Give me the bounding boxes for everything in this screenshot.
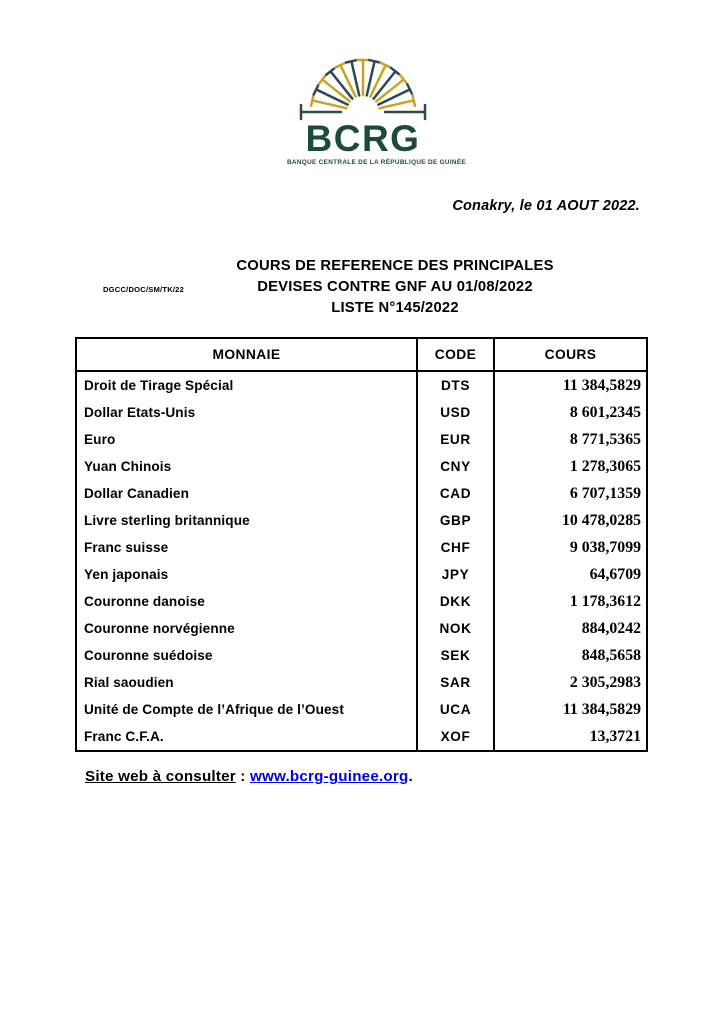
table-row: [76, 371, 647, 399]
table-row: [76, 588, 647, 615]
table-row: [76, 507, 647, 534]
column-header-cours: COURS: [494, 338, 647, 371]
table-cell-cours: 884,0242: [581, 619, 641, 637]
table-cell-code: CAD: [417, 480, 494, 507]
table-cell-cours: 8 771,5365: [569, 430, 641, 448]
table-row: [76, 615, 647, 642]
table-cell-code: SAR: [417, 669, 494, 696]
table-cell-cours: 11 384,5829: [562, 700, 641, 718]
title-line-2: DEVISES CONTRE GNF AU 01/08/2022: [257, 279, 533, 295]
table-row: [76, 561, 647, 588]
table-cell-cours: 10 478,0285: [562, 511, 641, 529]
table-cell-cours: 848,5658: [581, 646, 641, 664]
table-cell-monnaie: Euro: [84, 432, 116, 447]
logo-tagline: BANQUE CENTRALE DE LA RÉPUBLIQUE DE GUINÉE: [287, 159, 467, 166]
table-cell-cours: 9 038,7099: [569, 538, 641, 556]
table-cell-code: CNY: [417, 453, 494, 480]
table-cell-code: DTS: [417, 371, 494, 399]
table-cell-code: JPY: [417, 561, 494, 588]
column-header-code: CODE: [417, 338, 494, 371]
table-row: [76, 480, 647, 507]
table-row: [76, 426, 647, 453]
table-row: [76, 642, 647, 669]
table-cell-monnaie: Unité de Compte de l’Afrique de l’Ouest: [84, 702, 344, 717]
table-row: [76, 453, 647, 480]
table-cell-monnaie: Livre sterling britannique: [84, 513, 250, 528]
table-cell-monnaie: Dollar Canadien: [84, 486, 189, 501]
table-row: [76, 696, 647, 723]
table-row: [76, 723, 647, 751]
table-cell-code: SEK: [417, 642, 494, 669]
table-row: [76, 534, 647, 561]
logo-acronym: BCRG: [305, 118, 421, 159]
table-cell-monnaie: Franc suisse: [84, 540, 169, 555]
rates-table-body: [76, 371, 647, 751]
table-cell-cours: 1 278,3065: [569, 457, 641, 475]
table-cell-code: UCA: [417, 696, 494, 723]
table-cell-cours: 13,3721: [589, 727, 641, 745]
table-cell-code: EUR: [417, 426, 494, 453]
table-cell-code: DKK: [417, 588, 494, 615]
table-cell-monnaie: Yen japonais: [84, 567, 169, 582]
title-line-1: COURS DE REFERENCE DES PRINCIPALES: [236, 258, 554, 274]
table-cell-monnaie: Yuan Chinois: [84, 459, 172, 474]
table-cell-monnaie: Couronne danoise: [84, 594, 205, 609]
document-title: [145, 256, 645, 319]
table-cell-code: CHF: [417, 534, 494, 561]
table-cell-monnaie: Franc C.F.A.: [84, 729, 164, 744]
column-header-monnaie: MONNAIE: [76, 338, 417, 371]
footer-period: .: [408, 768, 413, 785]
table-cell-code: NOK: [417, 615, 494, 642]
table-cell-cours: 6 707,1359: [569, 484, 641, 502]
date-line: Conakry, le 01 AOUT 2022.: [452, 198, 640, 214]
website-link[interactable]: www.bcrg-guinee.org: [249, 768, 409, 785]
bcrg-logo: [287, 54, 467, 166]
table-cell-monnaie: Couronne norvégienne: [84, 621, 235, 636]
table-cell-cours: 1 178,3612: [569, 592, 641, 610]
title-line-3: LISTE N°145/2022: [331, 300, 459, 316]
logo-rays-icon: [296, 54, 430, 122]
table-cell-cours: 64,6709: [589, 565, 641, 583]
table-cell-code: USD: [417, 399, 494, 426]
table-cell-code: GBP: [417, 507, 494, 534]
footer-label: Site web à consulter: [85, 768, 236, 785]
table-row: [76, 399, 647, 426]
reference-code: DGCC/DOC/SM/TK/22: [103, 285, 185, 294]
table-row: [76, 669, 647, 696]
table-cell-monnaie: Couronne suédoise: [84, 648, 213, 663]
table-cell-monnaie: Dollar Etats-Unis: [84, 405, 196, 420]
rates-table: [75, 337, 648, 752]
table-cell-cours: 11 384,5829: [562, 376, 641, 394]
footer-separator: :: [235, 768, 250, 785]
table-cell-monnaie: Rial saoudien: [84, 675, 174, 690]
table-cell-cours: 8 601,2345: [569, 403, 641, 421]
footer-site-line: [85, 768, 413, 785]
table-cell-monnaie: Droit de Tirage Spécial: [84, 378, 234, 393]
table-cell-code: XOF: [417, 723, 494, 751]
table-cell-cours: 2 305,2983: [569, 673, 641, 691]
table-header-row: [76, 338, 647, 371]
